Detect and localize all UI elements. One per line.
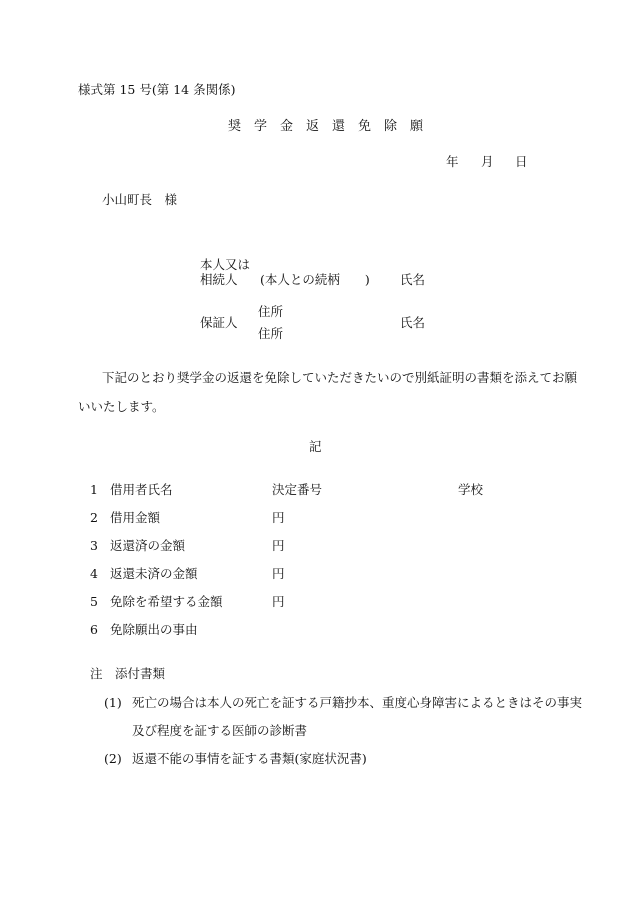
item-number: 2 [90,510,98,525]
item-label: 借用金額 [110,510,161,525]
guarantor-role: 保証人 [200,315,238,330]
item-school-label: 学校 [458,482,484,497]
applicant-name-label: 氏名 [400,272,426,287]
item-yen-label: 円 [272,594,285,609]
body-line-1: 下記のとおり奨学金の返還を免除していただきたいので別紙証明の書類を添えてお願 [102,370,578,385]
item-yen-label: 円 [272,510,285,525]
notes-heading: 注 添付書類 [90,666,166,681]
applicant-role-line1: 本人又は [200,257,251,272]
item-number: 4 [90,566,98,581]
guarantor-name-label: 氏名 [400,315,426,330]
ki-heading: 記 [309,439,322,454]
date-year-label: 年 [446,154,459,169]
body-line-2: いいたします。 [78,399,165,414]
applicant-role-line2: 相続人 [200,272,238,287]
guarantor-address-label-1: 住所 [258,304,284,319]
date-day-label: 日 [515,154,528,169]
item-number: 6 [90,622,98,637]
applicant-relation: (本人との続柄 ) [260,272,370,287]
item-decision-number-label: 決定番号 [272,482,323,497]
document-title: 奨 学 金 返 還 免 除 願 [228,119,424,134]
addressee: 小山町長 様 [102,192,178,207]
note-1-number: (1) [104,695,122,710]
form-label: 様式第 15 号(第 14 条関係) [78,82,236,97]
date-month-label: 月 [481,154,494,169]
guarantor-address-label-2: 住所 [258,326,284,341]
note-2-number: (2) [104,751,122,766]
item-label: 免除願出の事由 [110,622,198,637]
item-label: 免除を希望する金額 [110,594,223,609]
item-number: 3 [90,538,98,553]
note-2-text: 返還不能の事情を証する書類(家庭状況書) [132,751,367,766]
item-number: 5 [90,594,98,609]
note-1-line-1: 死亡の場合は本人の死亡を証する戸籍抄本、重度心身障害によるときはその事実 [132,695,583,710]
item-label: 借用者氏名 [110,482,173,497]
item-label: 返還未済の金額 [110,566,198,581]
item-yen-label: 円 [272,566,285,581]
note-1-line-2: 及び程度を証する医師の診断書 [132,723,308,738]
item-number: 1 [90,482,98,497]
item-label: 返還済の金額 [110,538,186,553]
item-yen-label: 円 [272,538,285,553]
